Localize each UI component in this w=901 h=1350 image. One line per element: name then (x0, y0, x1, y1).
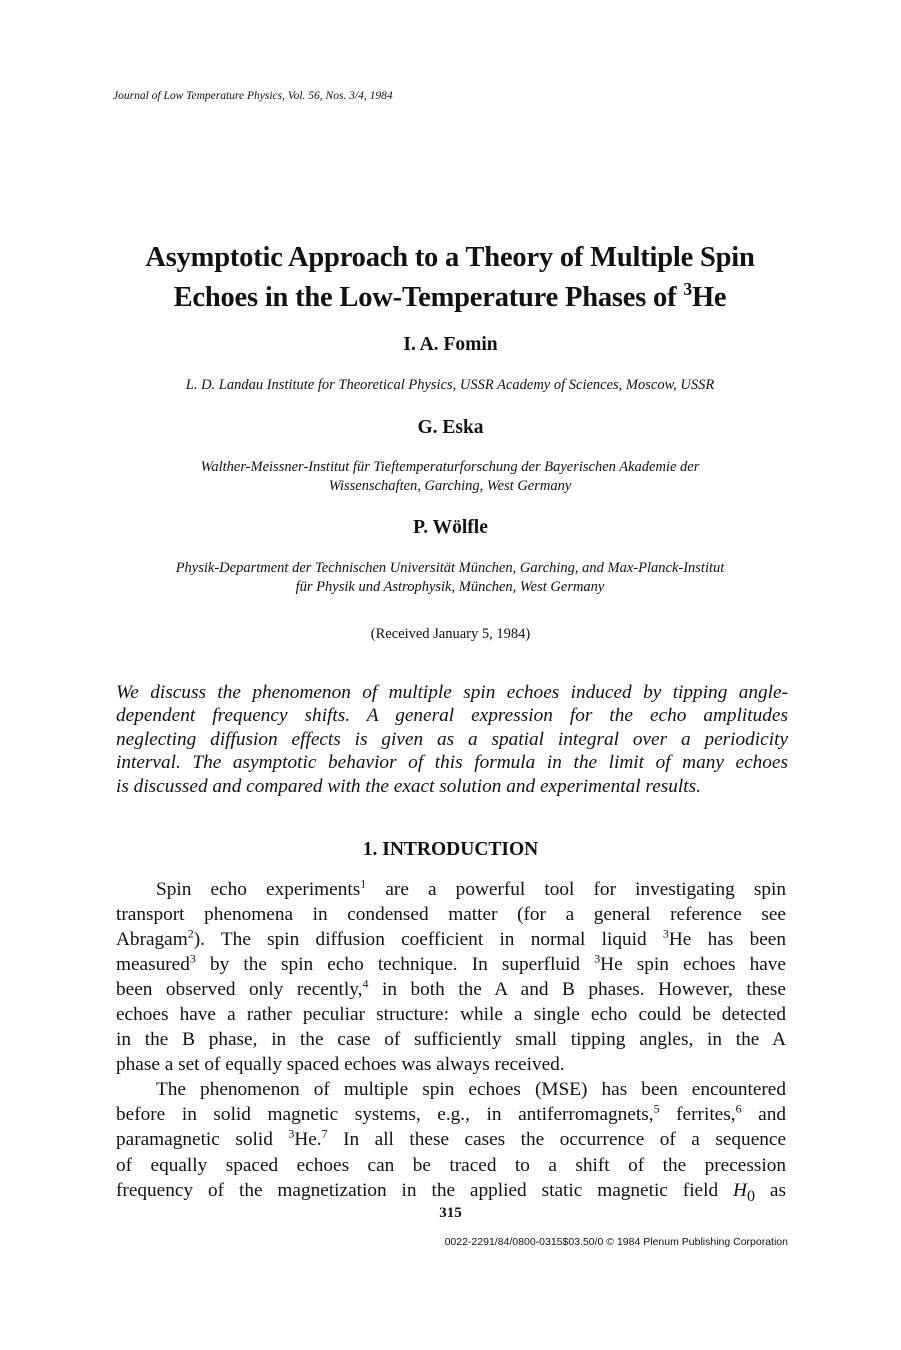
body-text (116, 877, 786, 1208)
paragraph-line: of equally spaced echoes can be traced to a shift of the precession (116, 1154, 786, 1176)
paragraph-line: phase a set of equally spaced echoes was always received. (116, 1054, 565, 1076)
title-line-2: Echoes in the Low-Temperature Phases of $^3$He (173, 279, 727, 313)
section-heading: 1. INTRODUCTION (362, 839, 539, 860)
author-affiliation: L. D. Landau Institute for Theoretical Physics, USSR Academy of Sciences, Moscow, USSR (185, 377, 715, 393)
title-line-1: Asymptotic Approach to a Theory of Multiple Spin (145, 242, 755, 273)
page-number: 315 (439, 1205, 462, 1221)
author-name: G. Eska (417, 417, 484, 438)
paragraph-line: Abragam$^2$). The spin diffusion coefficient in normal liquid $^3$He has been (116, 926, 786, 951)
paragraph-line: The phenomenon of multiple spin echoes (MSE) has been encountered (156, 1079, 786, 1101)
abstract: We discuss the phenomenon of multiple spin echoes induced by tipping angle- dependent frequency shifts. A general expression for the echo amplitudes neglecting diffusion effects is given as a spatial integral over a periodicity interval. The asymptotic behavior of this formula in the limit of many echoes is discussed and compared with the exact solution and experimental results. (116, 682, 788, 797)
author-name: I. A. Fomin (403, 334, 498, 355)
journal-citation: Journal of Low Temperature Physics, Vol. 56, Nos. 3/4, 1984 (113, 90, 393, 102)
paragraph-line: paramagnetic solid $^3$He.$^7$ In all these cases the occurrence of a sequence (116, 1127, 787, 1151)
paragraph-line: measured$^3$ by the spin echo technique. In superfluid $^3$He spin echoes have (116, 951, 786, 976)
paragraph-line: been observed only recently,$^4$ in both the A and B phases. However, these (116, 976, 786, 1001)
received-date: (Received January 5, 1984) (370, 626, 531, 642)
paragraph-line: Spin echo experiments$^1$ are a powerful tool for investigating spin (156, 876, 786, 900)
copyright-line: 0022-2291/84/0800-0315$03.50/0 © 1984 Plenum Publishing Corporation (444, 1236, 788, 1248)
paragraph-line: transport phenomena in condensed matter (for a general reference see (116, 904, 786, 926)
paragraph-line: in the B phase, in the case of sufficiently small tipping angles, in the A (116, 1029, 786, 1051)
author-name: P. Wölfle (413, 517, 488, 538)
author-affiliation: Physik-Department der Technischen Universität München, Garching, and Max-Planck-Institut für Physik und Astrophysik, München, West Germany (175, 560, 725, 595)
paragraph-line: echoes have a rather peculiar structure: while a single echo could be detected (116, 1004, 786, 1026)
paragraph-line: frequency of the magnetization in the applied static magnetic field $H_0$ as (116, 1179, 786, 1205)
paragraph-line: before in solid magnetic systems, e.g., in antiferromagnets,$^5$ ferrites,$^6$ and (116, 1102, 786, 1126)
author-affiliation: Walther-Meissner-Institut für Tieftemperaturforschung der Bayerischen Akademie der Wissenschaften, Garching, West Germany (200, 459, 700, 494)
paper-title (60, 238, 840, 318)
